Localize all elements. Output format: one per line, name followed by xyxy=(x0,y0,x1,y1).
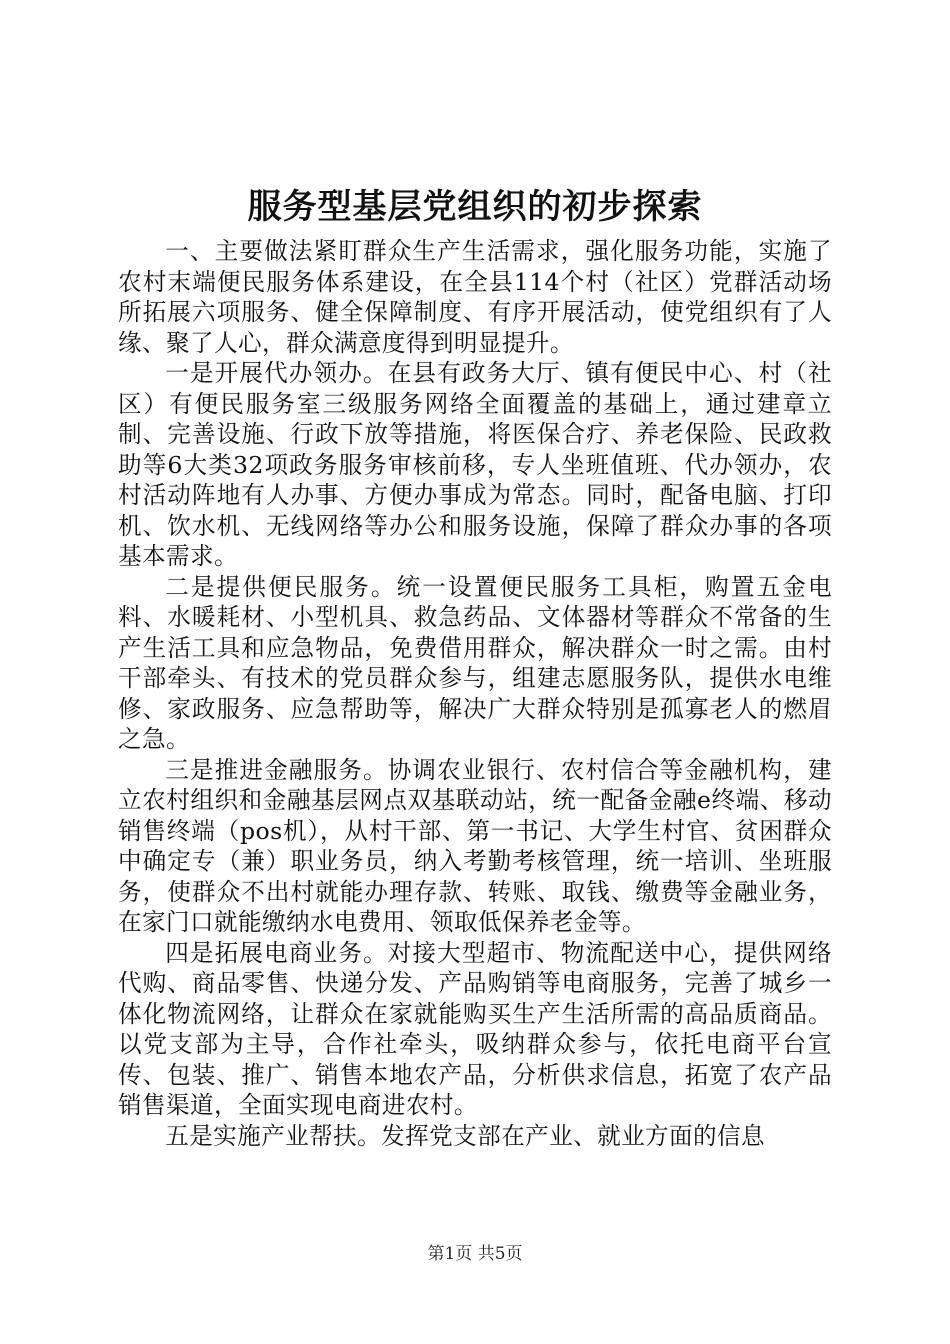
paragraph-item-1: 一是开展代办领办。在县有政务大厅、镇有便民中心、村（社区）有便民服务室三级服务网络全面覆盖的基础上，通过建章立制、完善设施、行政下放等措施，将医保合疗、养老保险、民政救助等6大类32项政务服务审核前移，专人坐班值班、代办领办，农村活动阵地有人办事、方便办事成为常态。同时，配备电脑、打印机、饮水机、无线网络等办公和服务设施，保障了群众办事的各项基本需求。 xyxy=(118,359,832,570)
paragraph-item-5: 五是实施产业帮扶。发挥党支部在产业、就业方面的信息 xyxy=(165,1121,766,1150)
paragraph-intro: 一、主要做法紧盯群众生产生活需求，强化服务功能，实施了农村末端便民服务体系建设，在全县114个村（社区）党群活动场所拓展六项服务、健全保障制度、有序开展活动，使党组织有了人缘、聚了人心，群众满意度得到明显提升。 xyxy=(118,237,832,357)
paragraph-item-2: 二是提供便民服务。统一设置便民服务工具柜，购置五金电料、水暖耗材、小型机具、救急药品、文体器材等群众不常备的生产生活工具和应急物品，免费借用群众，解决群众一时之需。由村干部牵头、有技术的党员群众参与，组建志愿服务队，提供水电维修、家政服务、应急帮助等，解决广大群众特别是孤寡老人的燃眉之急。 xyxy=(118,572,832,753)
paragraph-item-3: 三是推进金融服务。协调农业银行、农村信合等金融机构，建立农村组织和金融基层网点双基联动站，统一配备金融e终端、移动销售终端（pos机），从村干部、第一书记、大学生村官、贫困群众中确定专（兼）职业务员，纳入考勤考核管理，统一培训、坐班服务，使群众不出村就能办理存款、转账、取钱、缴费等金融业务，在家门口就能缴纳水电费用、领取低保养老金等。 xyxy=(118,755,832,936)
paragraph-item-4: 四是拓展电商业务。对接大型超市、物流配送中心，提供网络代购、商品零售、快递分发、产品购销等电商服务，完善了城乡一体化物流网络，让群众在家就能购买生产生活所需的高品质商品。以党支部为主导，合作社牵头，吸纳群众参与，依托电商平台宣传、包装、推广、销售本地农产品，分析供求信息，拓宽了农产品销售渠道，全面实现电商进农村。 xyxy=(118,938,832,1119)
document-body xyxy=(118,236,832,1151)
document-title: 服务型基层党组织的初步探索 xyxy=(247,187,703,227)
page-number: 第1页 共5页 xyxy=(427,1244,523,1264)
